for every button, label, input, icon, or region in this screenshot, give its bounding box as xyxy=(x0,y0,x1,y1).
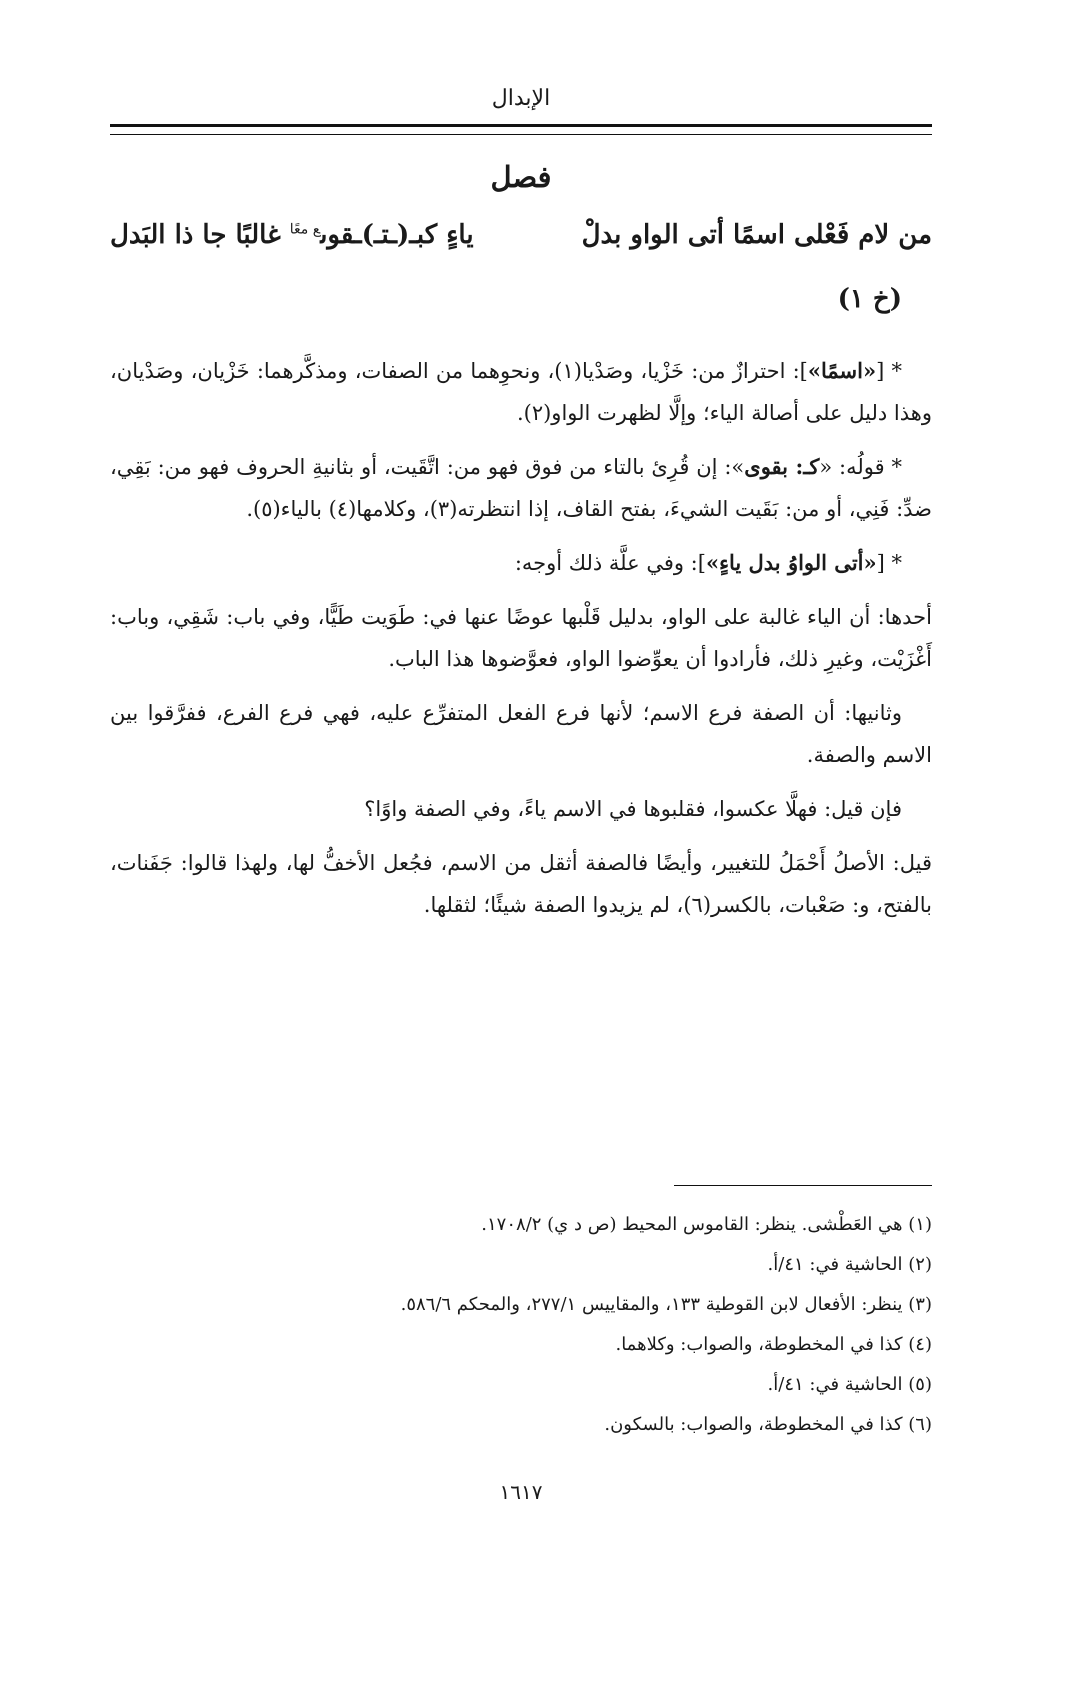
paragraph: أحدها: أن الياء غالبة على الواو، بدليل قَلْبها عوضًا عنها في: طَوَيت طَيًّا، وفي باب: شَقِي، وباب: أَغْزَيْت، وغيرِ ذلك، فأرادوا أن يعوِّضوا الواو، فعوَّضوها هذا الباب. xyxy=(110,605,932,671)
verse-second-hemistich xyxy=(110,220,474,250)
footnote: (٥) الحاشية في: ٤١/أ. xyxy=(767,1374,932,1395)
verse-first-hemistich: من لام فَعْلى اسمًا أتى الواو بدلْ xyxy=(581,220,932,250)
paragraph: فإن قيل: فهلَّا عكسوا، فقلبوها في الاسم ياءً، وفي الصفة واوًا؟ xyxy=(364,797,902,821)
page-number: ١٦١٧ xyxy=(499,1480,543,1504)
footnote: (٤) كذا في المخطوطة، والصواب: وكلاهما. xyxy=(615,1334,932,1355)
verse-line xyxy=(110,220,932,268)
footnote: (٣) ينظر: الأفعال لابن القوطية ١٣٣، والمقاييس ٢٧٧/١، والمحكم ٥٨٦/٦. xyxy=(400,1294,932,1315)
verse-second-hemistich-part2: غالبًا جا ذا البَدل xyxy=(110,220,281,250)
book-page xyxy=(110,0,932,1698)
header-rule-thick xyxy=(110,124,932,127)
paragraph: وثانيها: أن الصفة فرع الاسم؛ لأنها فرع الفعل المتفرِّع عليه، فهي فرع الفرع، ففرَّقوا بين الاسم والصفة. xyxy=(110,701,932,767)
footnote: (٦) كذا في المخطوطة، والصواب: بالسكون. xyxy=(604,1414,932,1435)
commentary-body xyxy=(110,350,932,938)
header-rule-thin xyxy=(110,134,932,135)
paragraph: * [«أتى الواوُ بدل ياءٍ»]: وفي علَّة ذلك أوجه: xyxy=(514,550,902,575)
quoted-term: «اسمًا» xyxy=(807,358,877,383)
quoted-term: كـ: بقوى xyxy=(744,454,820,479)
footnotes-list xyxy=(110,1205,932,1445)
section-title: فصل xyxy=(490,160,552,194)
verse-reference: (خ ١) xyxy=(837,284,902,314)
quoted-term: «أتى الواوُ بدل ياءٍ» xyxy=(705,550,877,575)
verse-variant-marker: ع معًا xyxy=(289,221,321,238)
paragraph: * قولُه: «كـ: بقوى»: إن قُرِئ بالتاء من فوق فهو من: اتَّقَيت، أو بثانيةِ الحروف فهو من: بَقِي، ضدِّ: فَنِي، أو من: بَقَيت الشيءَ، بفتح القاف، إذا انتظرته(٣)، وكلامها(٤) بالياء(٥). xyxy=(110,454,932,521)
footnote: (١) هي العَطْشى. ينظر: القاموس المحيط (ص د ي) ١٧٠٨/٢. xyxy=(481,1214,932,1235)
paragraph: قيل: الأصلُ أَحْمَلُ للتغيير، وأيضًا فالصفة أثقل من الاسم، فجُعل الأخفُّ لها، ولهذا قالوا: جَفَنات، بالفتح، و: صَعْبات، بالكسر(٦)، لم يزيدوا الصفة شيئًا؛ لثقلها. xyxy=(110,851,932,917)
paragraph: * [«اسمًا»]: احترازٌ من: خَزْيا، وصَدْيا(١)، ونحوِهما من الصفات، ومذكَّرهما: خَزْيان، وصَدْيان، وهذا دليل على أصالة الياء؛ وإلَّا لظهرت الواو(٢). xyxy=(110,358,932,425)
verse-second-hemistich-part1: ياءٍ كبـ(ـتـ)ـقوى xyxy=(320,220,474,250)
footnote-separator xyxy=(674,1185,932,1186)
footnote: (٢) الحاشية في: ٤١/أ. xyxy=(767,1254,932,1275)
running-header: الإبدال xyxy=(491,86,551,111)
